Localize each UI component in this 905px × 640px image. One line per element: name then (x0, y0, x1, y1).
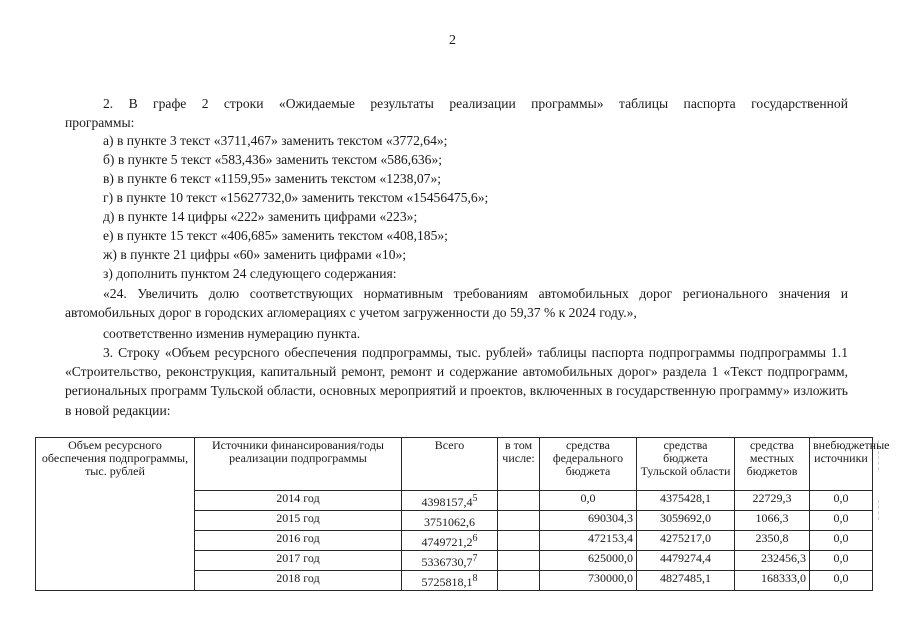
margin-mark (878, 500, 880, 520)
lead-cell (36, 531, 195, 551)
lead-cell (36, 511, 195, 531)
item-2-paragraph (65, 94, 848, 132)
lead-cell (36, 571, 195, 591)
local-cell: 22729,3 (735, 491, 810, 511)
header-extra: внебюджетные источники (810, 438, 873, 491)
resource-table (35, 437, 890, 591)
lead-cell (36, 491, 195, 511)
sub-item-zh: ж) в пункте 21 цифры «60» заменить цифрами «10»; (103, 247, 407, 262)
extra-cell: 0,0 (810, 551, 873, 571)
extra-cell: 0,0 (810, 491, 873, 511)
extra-cell: 0,0 (810, 531, 873, 551)
renumber-note: соответственно изменив нумерацию пункта. (103, 326, 361, 341)
local-cell: 2350,8 (735, 531, 810, 551)
year-cell: 2015 год (195, 511, 402, 531)
federal-cell: 625000,0 (540, 551, 637, 571)
total-cell: 4749721,2$^6$ (402, 531, 498, 551)
local-cell: 168333,0 (735, 571, 810, 591)
table-row (36, 511, 873, 531)
year-cell: 2016 год (195, 531, 402, 551)
local-cell: 1066,3 (735, 511, 810, 531)
header-local: средства местных бюджетов (735, 438, 810, 491)
header-regional: средства бюджета Тульской области (637, 438, 735, 491)
total-cell: 5725818,1$^8$ (402, 571, 498, 591)
header-federal: средства федерального бюджета (540, 438, 637, 491)
item-2-line-2: программы: (65, 115, 135, 131)
item-2-line-1: 2. В графе 2 строки «Ожидаемые результаты реализации программы» таблицы паспорта государственной (103, 96, 848, 111)
sub-item-z: з) дополнить пунктом 24 следующего содержания: (103, 266, 397, 281)
quote-item-24: «24. Увеличить долю соответствующих нормативным требованиям автомобильных дорог регионального значения и автомобильных дорог в городских агломерациях с учетом загруженности до 59,37 % к 2024 году.», (65, 286, 848, 321)
year-cell: 2018 год (195, 571, 402, 591)
local-cell: 232456,3 (735, 551, 810, 571)
year-cell: 2017 год (195, 551, 402, 571)
total-cell: 3751062,6 (402, 511, 498, 531)
incl-cell (498, 491, 540, 511)
sub-item-e: е) в пункте 15 текст «406,685» заменить текстом «408,185»; (103, 228, 448, 243)
sub-item-b: б) в пункте 5 текст «583,436» заменить текстом «586,636»; (103, 152, 443, 167)
total-cell: 4398157,4$^5$ (402, 491, 498, 511)
incl-cell (498, 551, 540, 571)
federal-cell: 0,0 (540, 491, 637, 511)
page-number: 2 (449, 33, 456, 48)
sub-item-g: г) в пункте 10 текст «15627732,0» заменить текстом «15456475,6»; (103, 190, 489, 205)
table-row (36, 491, 873, 511)
incl-cell (498, 511, 540, 531)
extra-cell: 0,0 (810, 571, 873, 591)
header-sources: Источники финансирования/годы реализации подпрограммы (195, 438, 402, 491)
regional-cell: 4827485,1 (637, 571, 735, 591)
incl-cell (498, 571, 540, 591)
federal-cell: 730000,0 (540, 571, 637, 591)
regional-cell: 3059692,0 (637, 511, 735, 531)
federal-cell: 472153,4 (540, 531, 637, 551)
total-cell: 5336730,7$^7$ (402, 551, 498, 571)
table-header-row (36, 438, 873, 491)
regional-cell: 4479274,4 (637, 551, 735, 571)
header-incl: в том числе: (498, 438, 540, 491)
extra-cell: 0,0 (810, 511, 873, 531)
sub-item-d: д) в пункте 14 цифры «222» заменить цифрами «223»; (103, 209, 418, 224)
table-row (36, 551, 873, 571)
federal-cell: 690304,3 (540, 511, 637, 531)
item-3-paragraph: 3. Строку «Объем ресурсного обеспечения подпрограммы, тыс. рублей» таблицы паспорта подпрограммы подпрограммы 1.1 «Строительство, реконструкция, капитальный ремонт, ремонт и содержание автомобильных дорог» раздела 1 «Текст подпрограмм, региональных программ Тульской области, основных мероприятий и проектов, включенных в государственную программу» изложить в новой редакции: (65, 345, 848, 418)
regional-cell: 4275217,0 (637, 531, 735, 551)
regional-cell: 4375428,1 (637, 491, 735, 511)
sub-item-v: в) в пункте 6 текст «1159,95» заменить текстом «1238,07»; (103, 171, 442, 186)
year-cell: 2014 год (195, 491, 402, 511)
header-total: Всего (402, 438, 498, 491)
lead-cell (36, 551, 195, 571)
table-row (36, 571, 873, 591)
incl-cell (498, 531, 540, 551)
sub-item-a: а) в пункте 3 текст «3711,467» заменить текстом «3772,64»; (103, 133, 448, 148)
header-lead: Объем ресурсного обеспечения подпрограммы, тыс. рублей (36, 438, 195, 491)
table-row (36, 531, 873, 551)
